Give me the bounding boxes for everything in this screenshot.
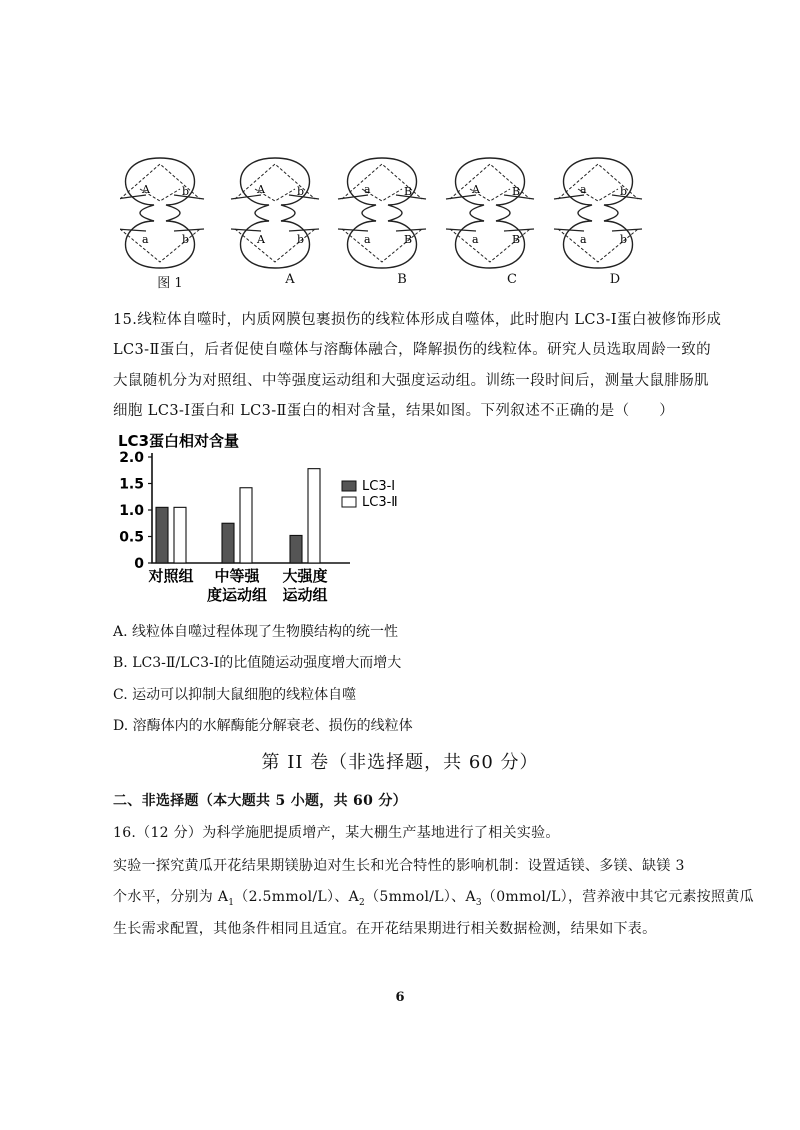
figure-label-a: A: [285, 272, 295, 287]
page-number: 6: [395, 990, 405, 1005]
svg-text:a: a: [364, 233, 371, 246]
legend-label: LC3-Ⅱ: [362, 495, 398, 510]
svg-text:a: a: [472, 233, 479, 246]
experiment-line-1: 实验一探究黄瓜开花结果期镁胁迫对生长和光合特性的影响机制：设置适镁、多镁、缺镁 3: [113, 858, 685, 874]
svg-text:A: A: [472, 183, 480, 196]
svg-text:b: b: [297, 185, 305, 198]
bar: [156, 507, 168, 563]
q15-line-3: 大鼠随机分为对照组、中等强度运动组和大强度运动组。训练一段时间后，测量大鼠腓肠肌: [113, 373, 709, 389]
cell-diagram: [120, 158, 204, 268]
bar: [308, 469, 320, 563]
option-b: B. LC3-Ⅱ/LC3-Ⅰ的比值随运动强度增大而增大: [113, 655, 402, 671]
cell-diagram: [446, 158, 534, 268]
bar: [240, 488, 252, 563]
option-c: C. 运动可以抑制大鼠细胞的线粒体自噬: [113, 687, 357, 703]
svg-text:a: a: [580, 233, 587, 246]
svg-text:A: A: [257, 233, 265, 246]
svg-text:b: b: [620, 185, 628, 198]
experiment-line-3: 生长需求配置，其他条件相同且适宜。在开花结果期进行相关数据检测，结果如下表。: [113, 921, 657, 937]
q15-line-1: 15.线粒体自噬时，内质网膜包裹损伤的线粒体形成自噬体，此时胞内 LC3-Ⅰ蛋白被修饰形成: [113, 312, 722, 328]
legend-swatch: [342, 481, 356, 491]
option-d: D. 溶酶体内的水解酶能分解衰老、损伤的线粒体: [113, 718, 413, 734]
x-tick-label: 对照组: [148, 567, 194, 585]
legend-swatch: [342, 497, 356, 507]
lc3-bar-chart: [110, 432, 440, 607]
chart-title: LC3蛋白相对含量: [118, 432, 240, 450]
svg-text:a: a: [580, 183, 587, 196]
y-tick-label: 1.5: [119, 476, 144, 493]
cell-diagram: [554, 158, 642, 268]
svg-text:B: B: [512, 185, 521, 198]
figure-label-b: B: [397, 272, 407, 287]
cell-diagram: [231, 158, 319, 268]
part-two-title: 第 II 卷（非选择题，共 60 分）: [261, 752, 539, 773]
svg-text:A: A: [257, 183, 265, 196]
figure-label-1: 图 1: [157, 276, 183, 291]
q15-line-4: 细胞 LC3-Ⅰ蛋白和 LC3-Ⅱ蛋白的相对含量，结果如图。下列叙述不正确的是（ ）: [113, 403, 675, 419]
svg-text:b: b: [620, 233, 628, 246]
x-tick-label: 度运动组: [206, 586, 268, 604]
svg-text:b: b: [182, 185, 190, 198]
bar: [290, 535, 302, 563]
x-tick-label: 运动组: [282, 586, 328, 604]
figure-label-d: D: [609, 272, 621, 287]
y-tick-label: 2.0: [119, 450, 144, 466]
svg-text:B: B: [404, 233, 413, 246]
svg-text:a: a: [142, 233, 149, 246]
svg-text:B: B: [404, 185, 413, 198]
option-a: A. 线粒体自噬过程体现了生物膜结构的统一性: [113, 624, 399, 640]
y-tick-label: 0.5: [119, 529, 144, 546]
bar: [222, 523, 234, 563]
experiment-line-2: 个水平，分别为 $A_1(2.5mmol/L)$、$A_2(5mmol/L)$、$A_3(0mmol/L)$，营养液中其它元素按照黄瓜: [113, 889, 754, 908]
cell-diagram: [338, 158, 426, 268]
svg-text:B: B: [512, 233, 521, 246]
q15-line-2: LC3-Ⅱ蛋白，后者促使自噬体与溶酶体融合，降解损伤的线粒体。研究人员选取周龄一致的: [113, 342, 711, 358]
figure-label-c: C: [507, 272, 517, 287]
part-two-heading: 二、非选择题（本大题共 5 小题，共 60 分）: [113, 793, 407, 809]
q16-line: 16.（12 分）为科学施肥提质增产，某大棚生产基地进行了相关实验。: [113, 825, 560, 841]
svg-text:b: b: [182, 233, 190, 246]
x-tick-label: 大强度: [282, 567, 328, 585]
y-tick-label: 1.0: [119, 503, 144, 519]
bar: [174, 507, 186, 563]
x-tick-label: 中等强: [214, 567, 260, 585]
legend-label: LC3-Ⅰ: [362, 479, 396, 494]
svg-text:a: a: [364, 183, 371, 196]
svg-text:b: b: [297, 233, 305, 246]
svg-text:A: A: [142, 183, 150, 196]
y-tick-label: 0: [134, 556, 144, 572]
